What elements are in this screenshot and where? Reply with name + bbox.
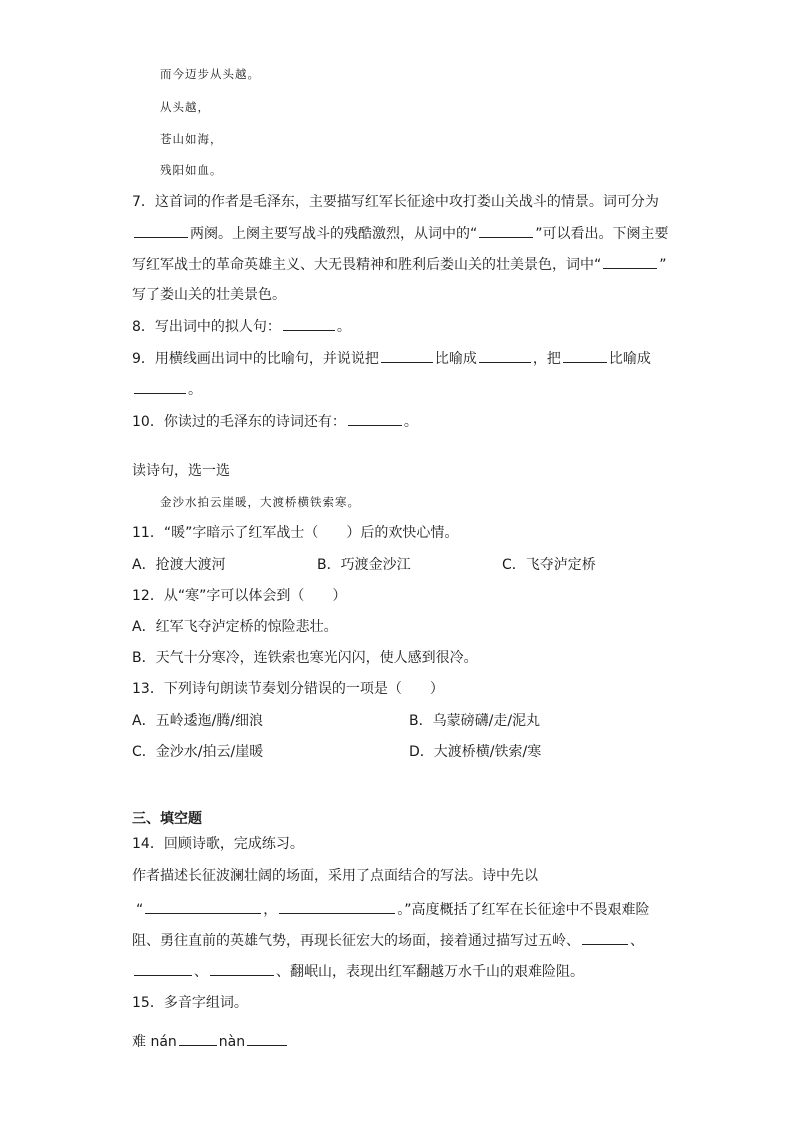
answer-blank[interactable] xyxy=(283,316,335,331)
question-7-line-4: 写了娄山关的壮美景色。 xyxy=(132,287,286,303)
question-15-stem: 15．多音字组词。 xyxy=(132,995,248,1011)
question-10: 10．你读过的毛泽东的诗词还有： 。 xyxy=(132,411,418,432)
answer-blank[interactable] xyxy=(348,411,402,426)
question-15-answer: 难 nán nàn xyxy=(132,1031,289,1052)
question-14-stem: 14．回顾诗歌，完成练习。 xyxy=(132,836,304,852)
question-7-line-2: 两阕。上阕主要写战斗的残酷激烈，从词中的“ ”可以看出。下阕主要 xyxy=(132,223,669,244)
verse-line: 金沙水拍云崖暖，大渡桥横铁索寒。 xyxy=(160,495,360,509)
answer-blank[interactable] xyxy=(563,348,607,363)
question-8: 8．写出词中的拟人句： 。 xyxy=(132,316,351,337)
answer-blank[interactable] xyxy=(210,961,274,976)
answer-blank[interactable] xyxy=(582,930,628,945)
answer-blank[interactable] xyxy=(247,1031,287,1046)
answer-blank[interactable] xyxy=(279,899,395,914)
question-9-line-1: 9．用横线画出词中的比喻句，并说说把 比喻成 ，把 比喻成 xyxy=(132,348,651,369)
poem-line: 苍山如海， xyxy=(160,132,223,146)
answer-blank[interactable] xyxy=(134,223,188,238)
option-a[interactable]: A．五岭逶迤/腾/细浪 xyxy=(132,713,264,729)
option-a[interactable]: A．抢渡大渡河 xyxy=(132,557,226,573)
option-c[interactable]: C．金沙水/拍云/崖暖 xyxy=(132,744,264,760)
question-14-line-2: “ ， 。”高度概括了红军在长征途中不畏艰难险 xyxy=(136,899,650,920)
answer-blank[interactable] xyxy=(603,254,657,269)
option-b[interactable]: B．巧渡金沙江 xyxy=(317,557,411,573)
question-11-stem: 11．“暖”字暗示了红军战士（ ）后的欢快心情。 xyxy=(132,525,459,541)
option-b[interactable]: B．天气十分寒冷，连铁索也寒光闪闪，使人感到很冷。 xyxy=(132,650,478,666)
question-12-stem: 12．从“寒”字可以体会到（ ） xyxy=(132,588,347,604)
question-14-line-1: 作者描述长征波澜壮阔的场面，采用了点面结合的写法。诗中先以 xyxy=(132,868,538,884)
answer-blank[interactable] xyxy=(134,961,192,976)
question-14-line-3: 阻、勇往直前的英雄气势，再现长征宏大的场面，接着通过描写过五岭、 、 xyxy=(132,930,644,951)
answer-blank[interactable] xyxy=(479,223,533,238)
answer-blank[interactable] xyxy=(145,899,261,914)
option-d[interactable]: D．大渡桥横/铁索/寒 xyxy=(409,744,542,760)
answer-blank[interactable] xyxy=(479,348,531,363)
poem-line: 从头越， xyxy=(160,100,210,114)
option-a[interactable]: A．红军飞夺泸定桥的惊险悲壮。 xyxy=(132,619,338,635)
poem-line: 而今迈步从头越。 xyxy=(160,67,260,81)
question-7-line-3: 写红军战士的革命英雄主义、大无畏精神和胜利后娄山关的壮美景色，词中“ ” xyxy=(132,254,667,275)
question-9-line-2: 。 xyxy=(132,379,202,400)
option-b[interactable]: B．乌蒙磅礴/走/泥丸 xyxy=(409,713,541,729)
answer-blank[interactable] xyxy=(134,379,186,394)
option-c[interactable]: C．飞夺泸定桥 xyxy=(502,557,596,573)
answer-blank[interactable] xyxy=(381,348,433,363)
section-3-heading: 三、填空题 xyxy=(132,811,202,827)
question-13-stem: 13．下列诗句朗读节奏划分错误的一项是（ ） xyxy=(132,681,444,697)
question-14-line-4: 、 、翻岷山，表现出红军翻越万水千山的艰难险阻。 xyxy=(132,961,584,982)
answer-blank[interactable] xyxy=(179,1031,217,1046)
poem-line: 残阳如血。 xyxy=(160,163,223,177)
section-read-heading: 读诗句，选一选 xyxy=(132,463,230,479)
question-7-line-1: 7．这首词的作者是毛泽东，主要描写红军长征途中攻打娄山关战斗的情景。词可分为 xyxy=(132,194,659,210)
